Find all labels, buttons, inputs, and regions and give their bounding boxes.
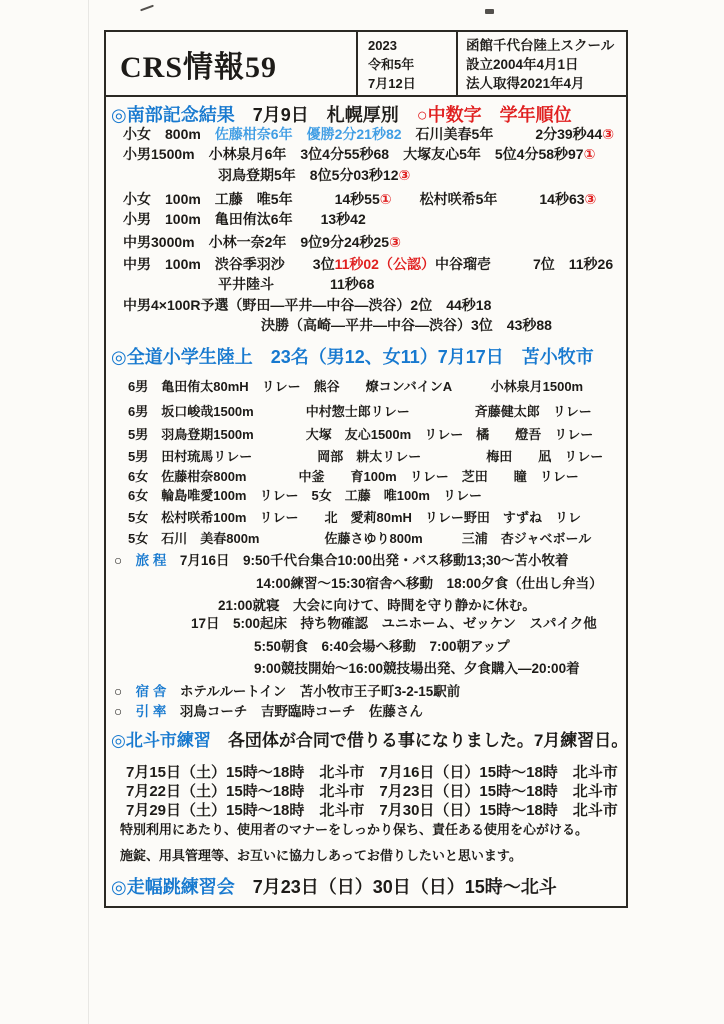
text-line [123,192,596,207]
text-segment: 6男 坂口峻哉1500m 中村惣士郎リレー 斉藤健太郎 リレー [128,404,592,419]
newsletter-title: CRS情報59 [120,50,278,84]
text-segment: 17日 5:00起床 持ち物確認 ユニホーム、ゼッケン スパイク他 [191,616,597,631]
text-segment: 5:50朝食 6:40会場へ移動 7:00朝アップ [254,639,510,654]
text-line [261,318,552,333]
text-segment: 7月15日（土）15時〜18時 北斗市 7月16日（日）15時〜18時 北斗市 [126,764,618,781]
text-line [123,212,366,227]
header-table [106,32,626,97]
text-segment: ○ [114,704,136,719]
text-segment: 6男 亀田侑太80mH リレー 熊谷 燎コンバインA 小林泉月1500m [128,379,584,394]
text-segment: ○ [114,553,136,568]
text-line [128,511,581,525]
text-segment: ③ [389,234,401,250]
issue-year: 2023 [368,38,397,53]
section4-detail: 7月23日（日）30日（日）15時〜北斗 [234,877,557,897]
text-line [123,298,491,313]
text-segment: 6女 輪島唯愛100m リレー 5女 工藤 唯100m リレー [128,488,482,503]
text-line [128,428,593,442]
text-segment: 5男 羽鳥登期1500m 大塚 友心1500m リレー 橘 燈吾 リレー [128,427,594,442]
section3-title: ◎北斗市練習 [111,731,211,750]
document-body [106,97,629,906]
text-line [123,257,613,272]
text-line [123,127,614,142]
issue-era: 令和5年 [368,57,415,72]
text-line [114,705,423,719]
text-segment: 佐藤柑奈6年 優勝2分21秒82 [214,126,402,142]
text-segment: 決勝（高崎―平井―中谷―渋谷）3位 43秒88 [261,317,552,333]
text-segment: 21:00就寝 大会に向けて、時間を守り静かに休む。 [218,598,536,613]
text-segment: 5女 石川 美春800m 佐藤さゆり800m 三浦 杏ジャベボール [128,531,592,546]
document-border [104,30,628,908]
scan-artifact [88,0,89,1024]
text-segment: 平井陸斗 11秒68 [218,276,375,292]
text-segment: 中谷瑠壱 7位 11秒26 [434,256,614,272]
text-segment: 小男 100m 亀田侑汰6年 13秒42 [123,211,366,227]
trip-label: 旅 程 [135,553,167,568]
text-segment: ③ [584,191,597,207]
section2-title: ◎全道小学生陸上 23名（男12、女11）7月17日 苫小牧市 [111,347,594,367]
title-cell [106,32,358,95]
text-line [126,803,618,819]
text-segment: ○ [114,684,136,699]
text-line [120,849,522,863]
text-line [218,277,374,292]
organization-incorporated: 法人取得2021年4月 [466,76,585,91]
text-line [128,489,482,503]
text-line [126,765,618,781]
text-line [254,640,510,654]
issue-date [358,32,458,95]
text-segment: 5男 田村琉馬リレー 岡部 耕太リレー 梅田 凪 リレー [128,449,604,464]
text-segment: 羽鳥コーチ 吉野臨時コーチ 佐藤さん [166,704,423,719]
text-line [128,532,591,546]
scan-artifact [485,9,494,14]
text-segment: 羽鳥登期5年 8位5分03秒12 [218,167,399,183]
text-segment: 石川美春5年 2分39秒44 [401,126,603,142]
text-line [191,617,597,631]
text-line [111,106,572,125]
text-segment: 中男 100m 渋谷季羽沙 3位 [123,256,335,272]
text-segment: 6女 佐藤柑奈800m 中釜 育100m リレー 芝田 瞳 リレー [128,469,579,484]
text-line [123,147,595,162]
text-segment: 7月9日 札幌厚別 [234,105,417,125]
text-line [114,685,460,699]
text-segment: ホテルルートイン 苫小牧市王子町3-2-15駅前 [166,684,461,699]
text-line [114,554,569,568]
text-segment: 7月22日（土）15時〜18時 北斗市 7月23日（日）15時〜18時 北斗市 [126,783,618,800]
text-segment: 各団体が合同で借りる事になりました。7月練習日。 [210,731,629,750]
text-line [111,732,628,750]
text-segment: 7月16日 9:50千代台集合10:00出発・バス移動13;30〜苫小牧着 [166,553,569,568]
text-segment: 小男1500m 小林泉月6年 3位4分55秒68 大塚友心5年 5位4分58秒97 [123,146,584,162]
text-segment: 5女 松村咲希100m リレー 北 愛莉80mH リレー野田 すずね リレ [128,510,582,525]
chaperone-label: 引 率 [135,704,167,719]
legend-note: ○中数字 学年順位 [416,105,572,125]
text-segment: ③ [398,167,411,183]
section1-title: ◎南部記念結果 [111,105,235,125]
text-segment: ① [583,146,596,162]
scan-artifact [140,5,154,12]
text-line [120,823,588,837]
text-line [111,348,594,367]
text-line [218,599,536,613]
text-line [126,784,618,800]
text-segment: 小女 800m [123,126,215,142]
text-segment: 施錠、用具管理等、お互いに協力しあってお借りしたいと思います。 [120,848,522,863]
text-line [128,470,579,484]
organization-founded: 設立2004年4月1日 [466,57,579,72]
text-line [128,450,603,464]
text-line [256,577,603,591]
issue-day: 7月12日 [368,76,416,91]
text-segment: 中男4×100R予選（野田―平井―中谷―渋谷）2位 44秒18 [123,297,492,313]
text-line [128,405,592,419]
text-segment: ③ [602,126,615,142]
text-segment: 9:00競技開始〜16:00競技場出発、夕食購入―20:00着 [254,661,580,676]
text-segment: 小女 100m 工藤 唯5年 14秒55 [123,191,380,207]
text-segment: ① [379,191,392,207]
text-line [218,168,410,183]
lodging-label: 宿 舎 [135,684,167,699]
organization-info [458,32,626,95]
text-segment: 中男3000m 小林一奈2年 9位9分24秒25 [123,234,390,250]
text-segment: 松村咲希5年 14秒63 [391,191,585,207]
text-segment: 特別利用にあたり、使用者のマナーをしっかり保ち、責任ある使用を心がける。 [120,822,589,837]
text-segment: 7月29日（土）15時〜18時 北斗市 7月30日（日）15時〜18時 北斗市 [126,802,618,819]
text-line [123,235,401,250]
text-line [128,380,583,394]
text-segment: 14:00練習〜15:30宿舎へ移動 18:00夕食（仕出し弁当） [256,576,603,591]
section4-title: ◎走幅跳練習会 [111,877,235,897]
text-line [111,878,557,897]
text-line [254,662,580,676]
organization-name: 函館千代台陸上スクール [466,38,615,53]
text-segment: 11秒02（公認） [334,256,435,272]
